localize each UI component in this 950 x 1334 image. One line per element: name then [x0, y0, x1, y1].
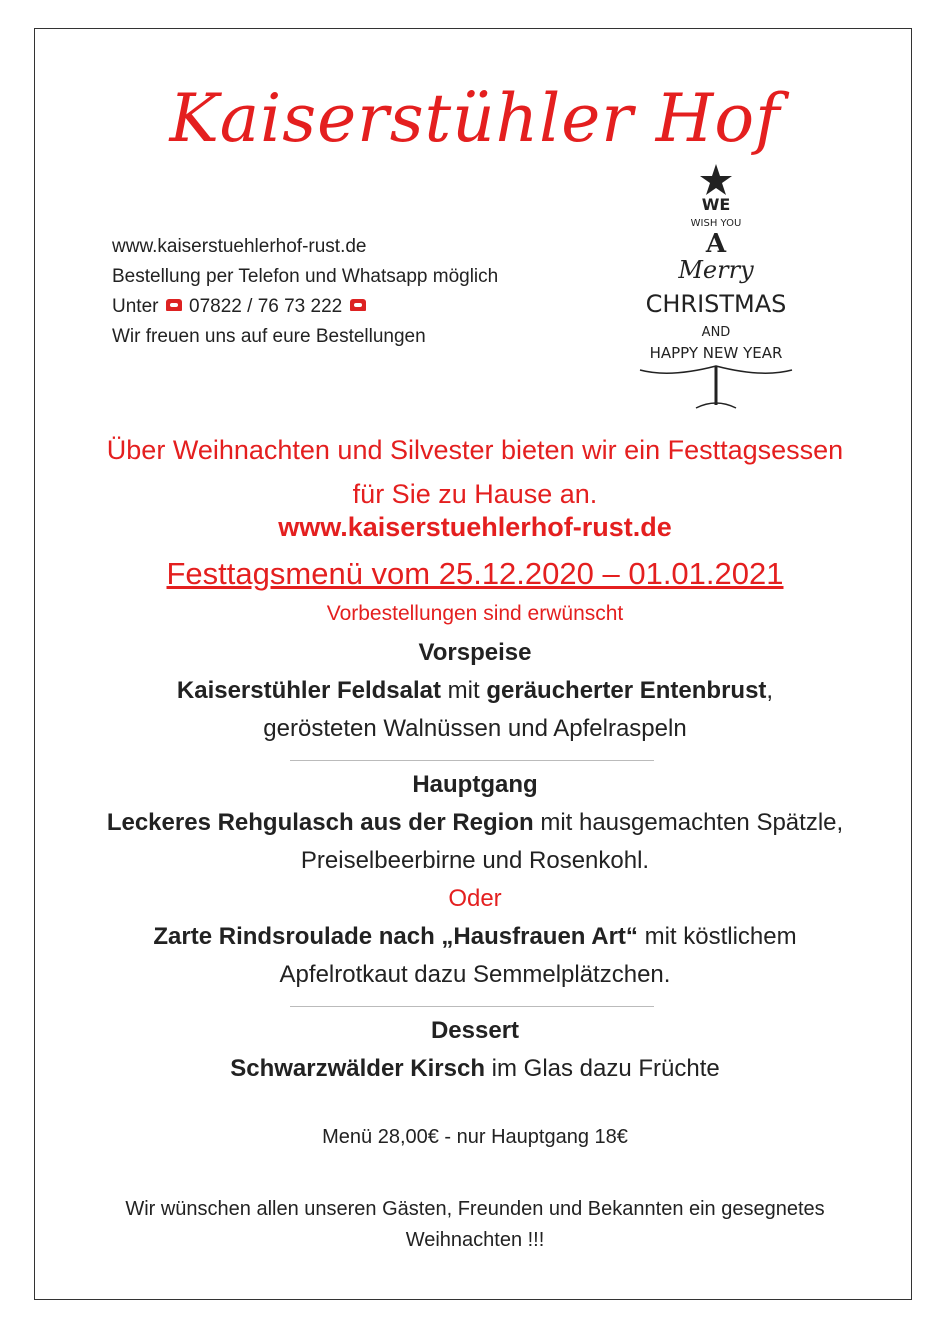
- starter-dish-detail: geräucherter Entenbrust: [486, 677, 767, 704]
- main-option-1-line-2: Preiselbeerbirne und Rosenkohl.: [300, 847, 650, 874]
- phone-prefix: Unter: [112, 296, 159, 317]
- telephone-icon: [350, 299, 366, 311]
- contact-block: [112, 232, 498, 352]
- tree-text-and: AND: [701, 325, 731, 340]
- dessert-detail: im Glas dazu Früchte: [491, 1055, 720, 1082]
- starter-section: [0, 634, 950, 748]
- starter-dish-name: Kaiserstühler Feldsalat: [176, 677, 441, 704]
- wishes-line-1: Wir wünschen allen unseren Gästen, Freunden und Bekannten ein gesegnetes: [125, 1198, 825, 1220]
- intro-line-1: Über Weihnachten und Silvester bieten wir ein Festtagsessen: [106, 435, 844, 465]
- main-section: [0, 766, 950, 994]
- menu-dates: Festtagsmenü vom 25.12.2020 – 01.01.2021: [166, 556, 784, 591]
- separator: [290, 1006, 654, 1007]
- intro-website: www.kaiserstuehlerhof-rust.de: [278, 512, 672, 542]
- main-option-2-line-2: Apfelrotkaut dazu Semmelplätzchen.: [279, 961, 671, 988]
- wishes-text: [0, 1194, 950, 1256]
- main-heading: Hauptgang: [412, 771, 538, 798]
- tree-root: [696, 403, 736, 408]
- contact-website: www.kaiserstuehlerhof-rust.de: [112, 236, 367, 257]
- dessert-section: [0, 1012, 950, 1088]
- tree-text-we: WE: [701, 195, 731, 214]
- restaurant-title: Kaiserstühler Hof: [169, 80, 781, 157]
- dessert-line: [0, 1050, 950, 1088]
- contact-closing: Wir freuen uns auf eure Bestellungen: [112, 326, 426, 347]
- starter-connector: mit: [447, 677, 480, 704]
- wishes-line-2: Weihnachten !!!: [405, 1229, 545, 1251]
- main-option-1-detail: mit hausgemachten Spätzle,: [540, 809, 844, 836]
- christmas-tree-graphic: [630, 160, 800, 420]
- phone-number: 07822 / 76 73 222: [189, 296, 343, 317]
- starter-comma: ,: [766, 677, 774, 704]
- main-option-1-name: Leckeres Rehgulasch aus der Region: [106, 809, 534, 836]
- dessert-name: Schwarzwälder Kirsch: [230, 1055, 485, 1082]
- dessert-heading: Dessert: [430, 1017, 520, 1044]
- tree-text-merry: Merry: [678, 256, 754, 284]
- main-option-2-detail: mit köstlichem: [644, 923, 797, 950]
- tree-text-christmas: CHRISTMAS: [645, 290, 787, 318]
- starter-line-1: [0, 672, 950, 710]
- tree-text-a: A: [705, 229, 727, 259]
- intro-line-2: für Sie zu Hause an.: [352, 479, 598, 509]
- starter-heading: Vorspeise: [418, 639, 532, 666]
- tree-text-wish-you: WISH YOU: [690, 218, 742, 229]
- telephone-icon: [166, 299, 182, 311]
- separator: [290, 760, 654, 761]
- preorder-note: Vorbestellungen sind erwünscht: [326, 602, 624, 625]
- main-option-1-line-1: [0, 804, 950, 842]
- price-line: Menü 28,00€ - nur Hauptgang 18€: [322, 1126, 628, 1148]
- intro-text: [0, 428, 950, 516]
- or-label: Oder: [448, 885, 502, 912]
- starter-line-2: gerösteten Walnüssen und Apfelraspeln: [263, 715, 687, 742]
- contact-order-line: Bestellung per Telefon und Whatsapp möglich: [112, 266, 499, 287]
- contact-phone-line: [112, 292, 498, 322]
- tree-text-happy-new-year: HAPPY NEW YEAR: [649, 344, 783, 362]
- star-icon: [700, 164, 732, 195]
- main-option-2-line-1: [0, 918, 950, 956]
- main-option-2-name: Zarte Rindsroulade nach „Hausfrauen Art“: [153, 923, 638, 950]
